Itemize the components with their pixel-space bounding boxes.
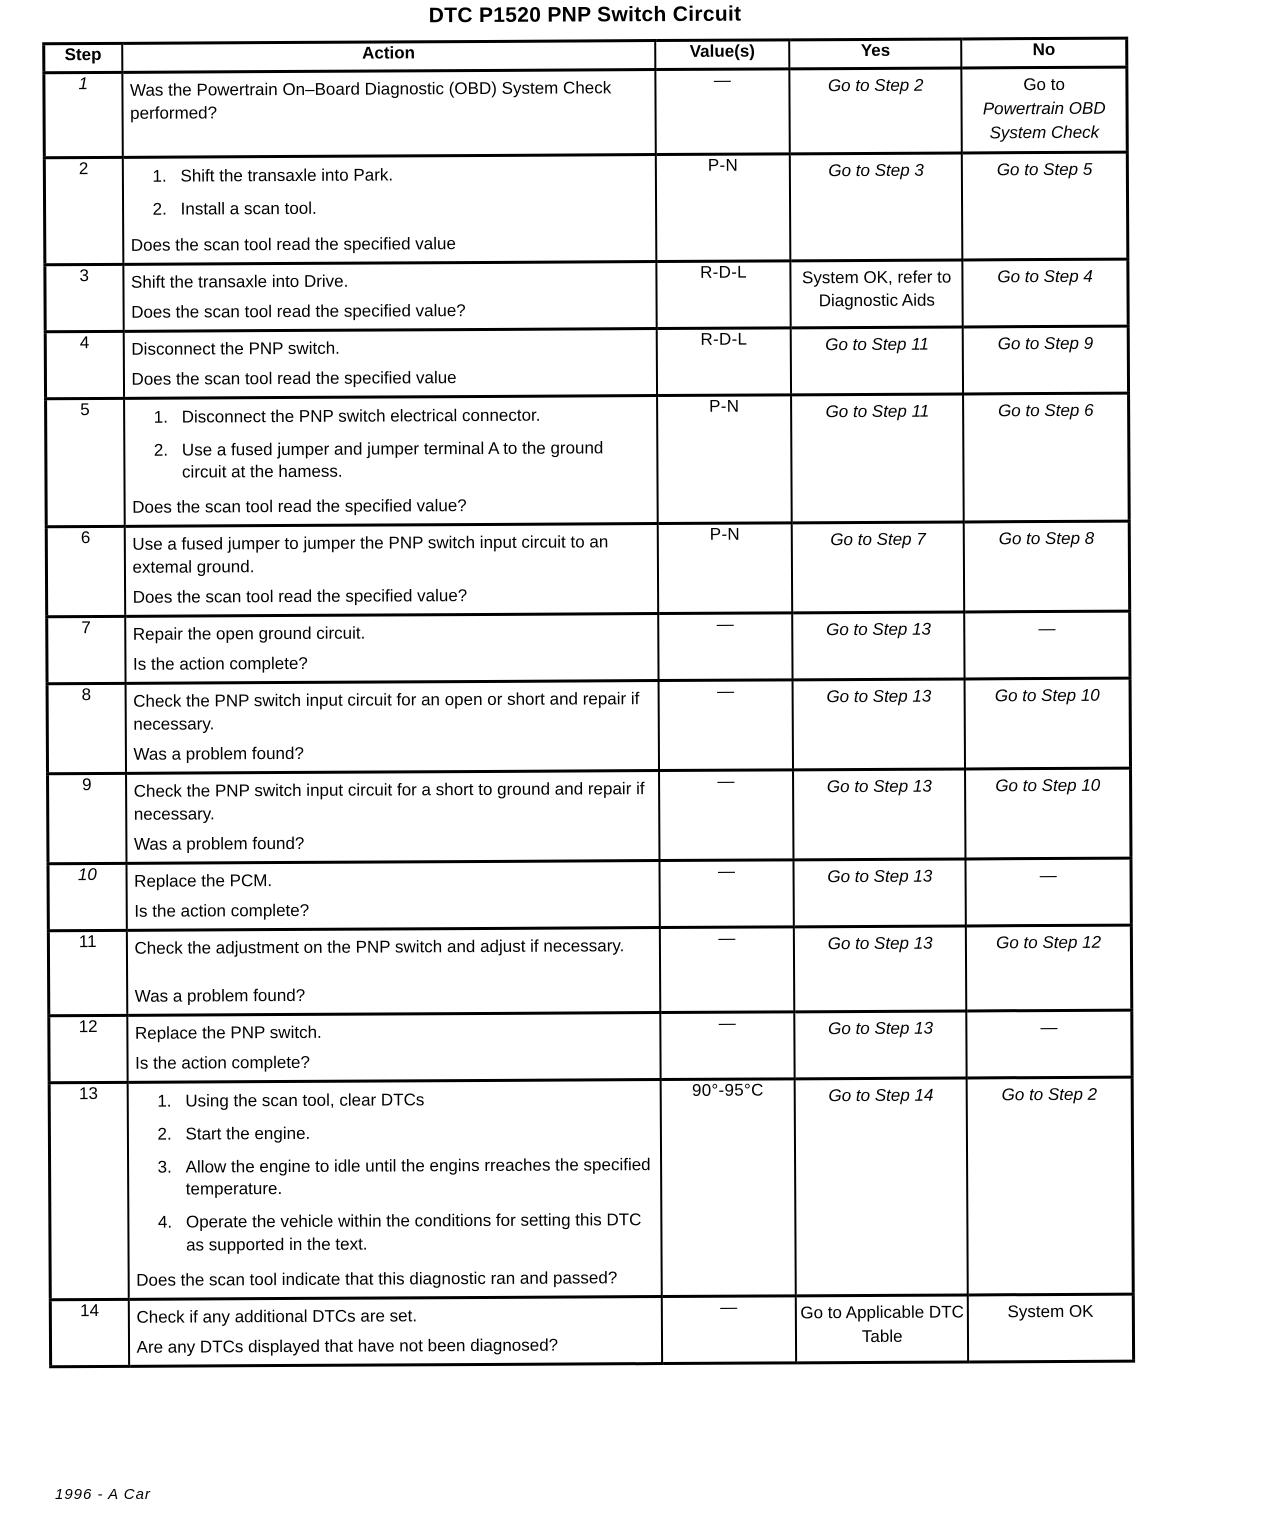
no-cell	[965, 611, 1131, 679]
action-text: Shift the transaxle into Drive.	[130, 271, 349, 292]
list-number: 1.	[157, 1091, 172, 1111]
action-content	[124, 330, 656, 397]
action-list-item	[154, 404, 651, 429]
no-cell	[964, 521, 1130, 612]
no-content	[966, 680, 1129, 716]
action-list-item	[152, 163, 649, 188]
action-cell	[125, 681, 659, 774]
value-text: 90°-95°C	[691, 1080, 764, 1100]
value-text: —	[718, 928, 736, 948]
no-text: Go to	[1023, 74, 1065, 95]
action-question: Does the scan tool read the specified value	[131, 367, 457, 389]
action-content	[124, 263, 656, 330]
value-text: P-N	[709, 396, 740, 416]
action-question: Are any DTCs displayed that have not been diagnosed?	[136, 1335, 559, 1357]
step-cell	[48, 930, 127, 1015]
step-cell	[47, 616, 125, 683]
step-number: 12	[78, 1017, 98, 1037]
yes-text: Go to Step 13	[826, 776, 932, 797]
yes-text: Go to Step 13	[827, 933, 933, 954]
yes-content	[792, 395, 962, 431]
list-text: Shift the transaxle into Park.	[180, 165, 394, 186]
value-cell	[655, 69, 790, 155]
action-question: Is the action complete?	[132, 653, 308, 674]
value-cell	[659, 680, 794, 771]
yes-cell	[794, 1011, 967, 1079]
header-values: Value(s)	[655, 40, 789, 70]
no-cell	[966, 858, 1132, 926]
action-cell	[125, 614, 659, 684]
value-cell	[656, 261, 790, 329]
action-cell	[122, 155, 656, 264]
action-text: Replace the PCM.	[134, 871, 273, 891]
list-text: Use a fused jumper and jumper terminal A to the ground circuit at the hamess.	[181, 438, 604, 482]
dtc-table-body	[44, 67, 1134, 1366]
no-content	[969, 1295, 1132, 1331]
yes-cell	[790, 153, 963, 260]
no-cell	[962, 152, 1128, 259]
step-number: 4	[79, 332, 90, 352]
action-content	[125, 397, 657, 525]
step-cell	[45, 331, 123, 398]
yes-text: Go to Applicable DTC Table	[800, 1302, 964, 1346]
value-cell	[662, 1296, 796, 1364]
table-row	[44, 67, 1127, 158]
yes-text: Go to Step 11	[825, 334, 929, 354]
no-text: Go to Step 10	[994, 685, 1100, 706]
action-text: Use a fused jumper to jumper the PNP switch input circuit to an extemal ground.	[132, 532, 609, 577]
action-question: Does the scan tool read the specified value	[130, 233, 456, 255]
value-text: P-N	[709, 524, 741, 544]
action-content	[125, 525, 657, 615]
step-number: 13	[78, 1084, 98, 1104]
yes-content	[792, 328, 962, 364]
no-text: —	[1038, 619, 1056, 639]
step-number: 2	[78, 159, 89, 179]
value-text: —	[713, 70, 732, 90]
yes-text: System OK, refer to Diagnostic Aids	[801, 267, 952, 311]
no-content	[967, 860, 1130, 896]
action-question: Is the action complete?	[134, 900, 310, 921]
step-cell	[50, 1299, 128, 1366]
step-cell	[48, 863, 126, 930]
value-cell	[659, 770, 794, 861]
header-action: Action	[122, 41, 656, 73]
action-cell	[122, 70, 656, 158]
yes-cell	[795, 1078, 968, 1296]
no-cell	[963, 393, 1129, 522]
no-text: Powertrain OBD System Check	[982, 98, 1106, 142]
yes-text: Go to Step 3	[828, 161, 924, 181]
yes-cell	[791, 327, 964, 395]
action-cell	[124, 524, 658, 617]
no-cell	[967, 1010, 1133, 1078]
no-cell	[965, 768, 1131, 859]
no-text: —	[1039, 866, 1057, 886]
yes-cell	[794, 859, 967, 927]
step-number: 9	[82, 775, 92, 795]
table-row	[50, 1294, 1133, 1367]
no-text: Go to Step 8	[998, 528, 1095, 549]
value-cell	[661, 1079, 796, 1296]
no-content	[963, 154, 1126, 190]
yes-content	[792, 261, 962, 320]
yes-content	[793, 614, 963, 650]
action-cell	[127, 1013, 661, 1083]
step-cell	[49, 1082, 128, 1299]
no-content	[964, 260, 1127, 296]
action-content	[123, 156, 655, 262]
step-number: 11	[78, 932, 97, 952]
list-text: Using the scan tool, clear DTCs	[185, 1090, 425, 1111]
step-cell	[49, 1015, 127, 1082]
action-list-item	[158, 1154, 655, 1201]
no-text: Go to Step 10	[995, 775, 1101, 796]
no-cell	[963, 259, 1129, 327]
action-cell	[126, 861, 660, 931]
yes-text: Go to Step 14	[828, 1085, 934, 1106]
list-number: 2.	[153, 440, 169, 460]
action-list-item	[153, 197, 650, 222]
table-row	[48, 858, 1131, 931]
action-question: Was a problem found?	[133, 833, 305, 854]
step-cell	[46, 398, 125, 527]
no-text: Go to Step 12	[996, 932, 1102, 953]
yes-text: Go to Step 13	[826, 686, 932, 707]
no-cell	[966, 925, 1132, 1011]
value-cell	[660, 860, 794, 928]
list-number: 4.	[157, 1213, 173, 1233]
no-cell	[968, 1294, 1134, 1362]
table-row	[44, 152, 1128, 264]
step-number: 5	[80, 399, 90, 419]
action-content	[128, 1014, 660, 1081]
no-content	[967, 927, 1130, 963]
action-question: Does the scan tool read the specified value?	[132, 586, 468, 607]
action-text: Check if any additional DTCs are set.	[136, 1306, 418, 1327]
no-content	[966, 770, 1129, 806]
yes-cell	[792, 612, 965, 680]
action-text: Check the adjustment on the PNP switch and adjust if necessary.	[134, 936, 625, 958]
list-text: Allow the engine to idle until the engins rreaches the specified temperature.	[185, 1155, 651, 1199]
value-text: —	[716, 614, 735, 634]
table-row	[48, 768, 1131, 864]
list-number: 2.	[152, 200, 167, 220]
yes-cell	[794, 926, 967, 1012]
action-text: Check the PNP switch input circuit for an open or short and repair if necessary.	[133, 689, 640, 734]
action-list-item	[154, 437, 651, 484]
action-question: Does the scan tool read the specified value?	[132, 496, 467, 517]
table-row	[49, 1010, 1132, 1083]
value-text: R-D-L	[700, 262, 747, 282]
step-cell	[44, 72, 123, 158]
value-text: —	[717, 861, 736, 881]
table-row	[46, 521, 1129, 617]
action-list-item	[158, 1210, 655, 1257]
step-number: 8	[81, 685, 92, 705]
table-row	[47, 611, 1130, 684]
dtc-document	[42, 1, 1135, 1368]
value-text: P-N	[707, 156, 739, 176]
action-cell	[126, 771, 660, 864]
table-row	[46, 393, 1130, 527]
action-question: Does the scan tool indicate that this diagnostic ran and passed?	[136, 1267, 618, 1290]
step-number: 7	[81, 618, 91, 638]
header-yes: Yes	[789, 39, 961, 69]
action-text: Repair the open ground circuit.	[132, 623, 366, 644]
action-cell	[124, 395, 658, 526]
list-text: Disconnect the PNP switch electrical connector.	[181, 405, 541, 427]
no-cell	[962, 67, 1128, 153]
step-cell	[47, 683, 126, 773]
value-cell	[657, 328, 791, 396]
step-cell	[44, 158, 123, 265]
action-text: Check the PNP switch input circuit for a short to ground and repair if necessary.	[133, 779, 645, 824]
yes-cell	[792, 522, 965, 613]
no-cell	[965, 678, 1131, 769]
action-question: Is the action complete?	[135, 1052, 310, 1073]
yes-cell	[793, 679, 966, 770]
list-text: Operate the vehicle within the conditions for setting this DTC as supported in the text.	[185, 1210, 642, 1255]
yes-content	[796, 1080, 966, 1116]
action-content	[126, 682, 658, 772]
action-content	[126, 615, 658, 682]
value-text: —	[717, 771, 735, 791]
step-number: 6	[80, 528, 91, 548]
no-content	[963, 69, 1126, 152]
no-cell	[967, 1077, 1133, 1295]
no-text: System OK	[1007, 1301, 1094, 1322]
yes-text: Go to Step 13	[827, 866, 933, 887]
action-list-item	[157, 1088, 654, 1113]
no-content	[965, 523, 1128, 559]
value-cell	[658, 523, 793, 614]
page-title: DTC P1520 PNP Switch Circuit	[428, 2, 742, 28]
yes-content	[795, 1013, 965, 1049]
yes-cell	[791, 260, 964, 328]
list-number: 3.	[157, 1157, 172, 1177]
yes-cell	[793, 769, 966, 860]
yes-text: Go to Step 13	[826, 619, 932, 640]
yes-content	[791, 155, 961, 191]
yes-cell	[791, 394, 964, 523]
yes-cell	[790, 68, 963, 154]
list-number: 1.	[152, 167, 167, 187]
action-text: Was the Powertrain On–Board Diagnostic (OBD) System Check performed?	[129, 78, 612, 123]
action-cell	[123, 328, 657, 398]
yes-content	[794, 771, 964, 807]
yes-text: Go to Step 7	[830, 529, 926, 550]
list-number: 1.	[153, 407, 168, 427]
action-content	[127, 772, 659, 862]
action-cell	[127, 1080, 662, 1299]
no-cell	[963, 326, 1129, 394]
table-row	[48, 925, 1131, 1016]
action-content	[129, 1298, 661, 1365]
yes-content	[797, 1296, 967, 1355]
no-content	[964, 394, 1127, 430]
step-cell	[46, 526, 125, 616]
value-text: —	[718, 1013, 737, 1033]
value-text: R-D-L	[700, 329, 748, 349]
yes-text: Go to Step 13	[828, 1018, 934, 1039]
step-cell	[45, 264, 123, 331]
value-cell	[657, 395, 792, 524]
header-no: No	[962, 38, 1127, 68]
action-content	[128, 1081, 661, 1297]
action-question: Was a problem found?	[133, 743, 304, 764]
yes-content	[795, 928, 965, 964]
action-content	[127, 862, 659, 929]
no-content	[968, 1012, 1131, 1048]
dtc-table	[42, 37, 1135, 1368]
yes-content	[793, 524, 963, 560]
no-content	[964, 327, 1127, 363]
no-text: —	[1040, 1018, 1058, 1038]
yes-text: Go to Step 11	[825, 401, 930, 421]
yes-content	[794, 681, 964, 717]
table-row	[45, 259, 1128, 332]
no-text: Go to Step 5	[996, 160, 1093, 180]
no-content	[968, 1079, 1131, 1115]
no-content	[966, 613, 1129, 649]
step-number: 14	[80, 1300, 100, 1320]
action-cell	[126, 928, 660, 1016]
action-list-item	[157, 1121, 654, 1146]
step-cell	[48, 773, 127, 863]
step-number: 10	[77, 865, 97, 885]
no-text: Go to Step 4	[997, 266, 1093, 286]
action-content	[123, 71, 655, 154]
table-row	[45, 326, 1128, 399]
value-cell	[658, 613, 792, 681]
value-cell	[656, 154, 791, 261]
yes-content	[795, 861, 965, 897]
table-row	[49, 1077, 1133, 1299]
step-number: 1	[78, 74, 88, 94]
yes-text: Go to Step 2	[827, 75, 924, 96]
no-text: Go to Step 2	[1001, 1084, 1098, 1105]
page-footer: 1996 - A Car	[55, 1486, 151, 1503]
action-question: Was a problem found?	[134, 985, 306, 1006]
list-number: 2.	[157, 1124, 172, 1144]
list-text: Install a scan tool.	[180, 199, 317, 220]
yes-content	[791, 69, 961, 105]
action-cell	[128, 1296, 662, 1366]
value-cell	[660, 1012, 794, 1080]
action-text: Replace the PNP switch.	[134, 1022, 322, 1043]
value-text: —	[716, 681, 735, 701]
no-text: Go to Step 6	[998, 400, 1094, 421]
value-text: —	[720, 1297, 738, 1317]
header-step: Step	[44, 43, 122, 72]
no-text: Go to Step 9	[997, 333, 1094, 353]
value-cell	[660, 927, 795, 1013]
table-row	[47, 678, 1130, 774]
action-cell	[123, 261, 657, 331]
yes-cell	[796, 1295, 969, 1363]
list-text: Start the engine.	[185, 1124, 311, 1144]
action-content	[127, 929, 659, 1014]
action-question: Does the scan tool read the specified value?	[131, 300, 466, 322]
step-number: 3	[79, 265, 89, 285]
action-text: Disconnect the PNP switch.	[131, 338, 340, 359]
